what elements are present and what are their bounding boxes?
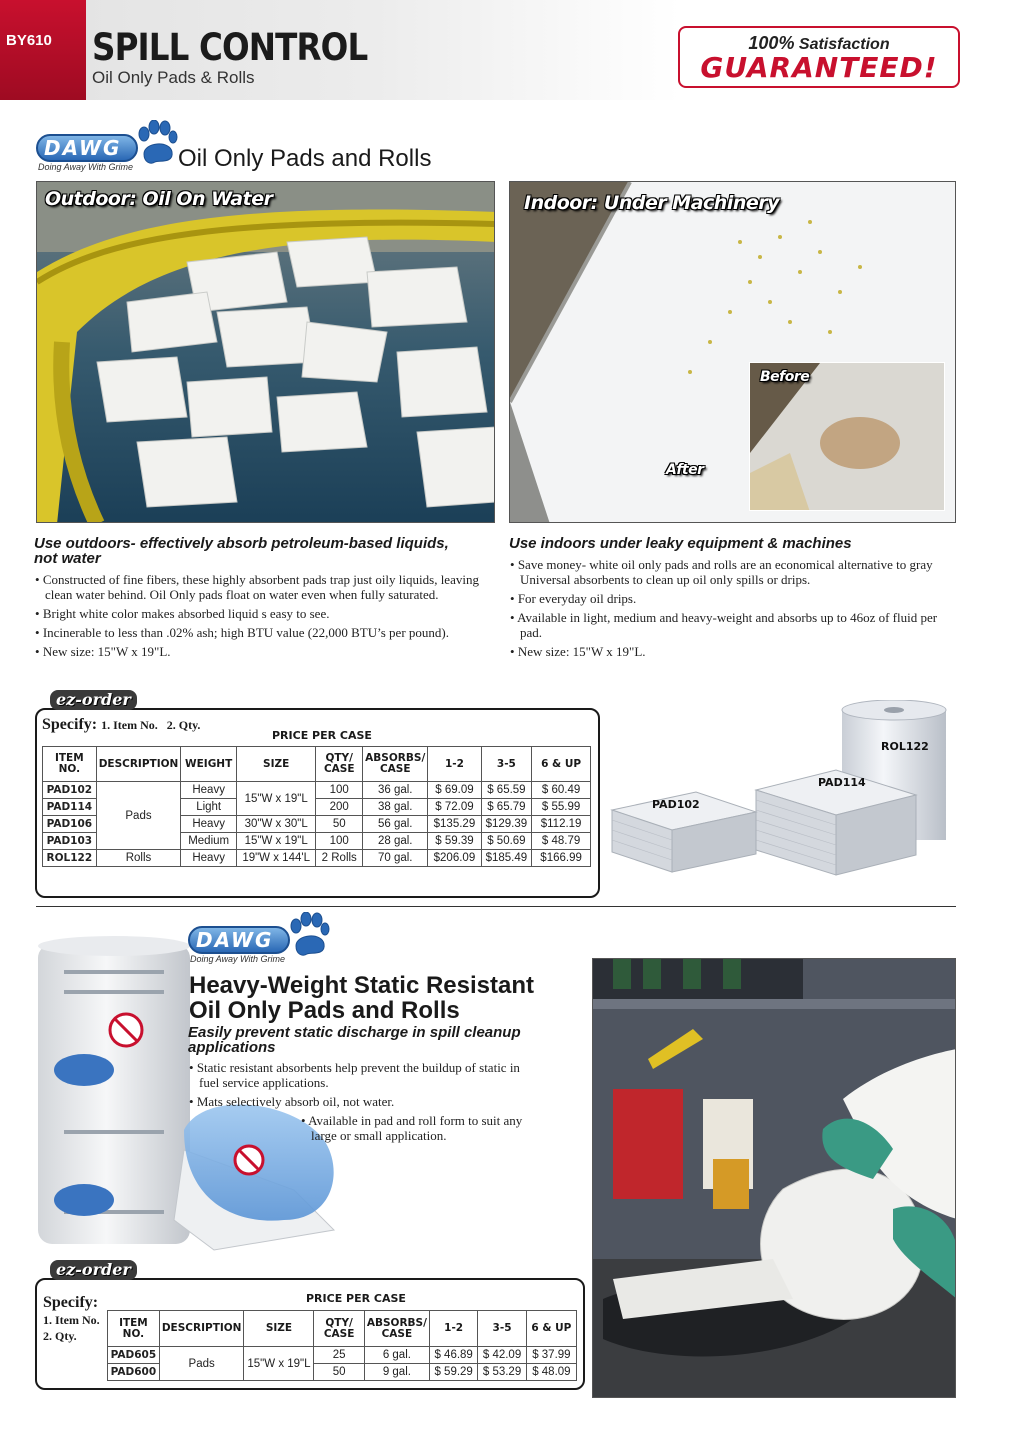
cell-price: $ 72.09 xyxy=(428,799,481,816)
cell-size: 30"W x 30"L xyxy=(236,816,315,833)
ez-order-badge-1: ez-order xyxy=(50,690,137,710)
cell-price: $ 42.09 xyxy=(478,1347,526,1364)
cell-price: $ 65.79 xyxy=(481,799,532,816)
th-item-no: ITEM NO. xyxy=(43,747,97,782)
cell-qty: 200 xyxy=(316,799,363,816)
dawg-logo-text: DAWG xyxy=(44,136,122,160)
th-size: SIZE xyxy=(236,747,315,782)
specify-label-2: Specify: xyxy=(43,1294,99,1311)
cell-price: $ 69.09 xyxy=(428,782,481,799)
cell-size: 15"W x 19"L xyxy=(236,782,315,816)
cell-price: $ 50.69 xyxy=(481,833,532,850)
guarantee-text: GUARANTEED! xyxy=(700,51,938,84)
section2-subhead: Easily prevent static discharge in spill cleanup applications xyxy=(188,1024,521,1056)
th-description: DESCRIPTION xyxy=(159,1311,244,1347)
photo-indoor xyxy=(509,181,956,523)
cell-size: 15"W x 19"L xyxy=(236,833,315,850)
cell-price: $112.19 xyxy=(532,816,591,833)
indoor-bullet: • For everyday oil drips. xyxy=(508,591,960,606)
outdoor-bullet: • Incinerable to less than .02% ash; high BTU value (22,000 BTU’s per pound). xyxy=(33,625,479,640)
cell-item: PAD600 xyxy=(108,1364,160,1381)
specify-steps-1: 1. Item No. 2. Qty. xyxy=(101,718,201,732)
section1-title: Oil Only Pads and Rolls xyxy=(178,145,432,172)
dawg-logo xyxy=(36,120,186,176)
indoor-bullet: • Available in light, medium and heavy-weight and absorbs up to 46oz of fluid per pad. xyxy=(508,610,960,640)
label-pad114: PAD114 xyxy=(818,776,866,789)
pads-rolls-image xyxy=(606,700,966,890)
cell-weight: Medium xyxy=(181,833,237,850)
outdoor-bullets xyxy=(33,572,479,663)
cell-weight: Light xyxy=(181,799,237,816)
cell-item: PAD114 xyxy=(43,799,97,816)
cell-price: $166.99 xyxy=(532,850,591,867)
table-row xyxy=(43,782,591,799)
cell-item: PAD605 xyxy=(108,1347,160,1364)
cell-price: $185.49 xyxy=(481,850,532,867)
label-rol122: ROL122 xyxy=(881,740,929,753)
price-table-2 xyxy=(107,1310,577,1381)
cell-price: $206.09 xyxy=(428,850,481,867)
section2-bullet: • Available in pad and roll form to suit any large or small application. xyxy=(299,1113,537,1143)
page-subtitle: Oil Only Pads & Rolls xyxy=(92,68,255,87)
th-qty-case: QTY/ CASE xyxy=(314,1311,364,1347)
th-price-1-2: 1-2 xyxy=(429,1311,477,1347)
photo-after-label: After xyxy=(666,462,704,478)
price-table-1 xyxy=(42,746,591,867)
photo-before-label: Before xyxy=(760,369,810,385)
cell-absorbs: 38 gal. xyxy=(363,799,428,816)
dawg-logo-text: DAWG xyxy=(196,928,274,952)
cell-description: Rolls xyxy=(96,850,181,867)
cell-item: ROL122 xyxy=(43,850,97,867)
section2-bullet: • Mats selectively absorb oil, not water. xyxy=(187,1094,537,1109)
cell-price: $ 53.29 xyxy=(478,1364,526,1381)
price-per-case-2: PRICE PER CASE xyxy=(306,1292,406,1305)
th-price-3-5: 3-5 xyxy=(478,1311,526,1347)
cell-price: $ 65.59 xyxy=(481,782,532,799)
th-price-1-2: 1-2 xyxy=(428,747,481,782)
cell-price: $ 48.79 xyxy=(532,833,591,850)
indoor-bullet: • Save money- white oil only pads and rolls are an economical alternative to gray Universal absorbents to clean up oil only spills or drips. xyxy=(508,557,960,587)
cell-absorbs: 36 gal. xyxy=(363,782,428,799)
cell-qty: 100 xyxy=(316,833,363,850)
cell-qty: 50 xyxy=(316,816,363,833)
before-inset-image xyxy=(750,363,945,511)
specify-2 xyxy=(43,1294,100,1344)
th-item-no: ITEM NO. xyxy=(108,1311,160,1347)
section2-title-line2: Oil Only Pads and Rolls xyxy=(189,997,460,1024)
specify-step-2: 2. Qty. xyxy=(43,1329,77,1343)
cell-price: $ 48.09 xyxy=(526,1364,576,1381)
guarantee-percent: 100% xyxy=(748,33,795,53)
section2-title xyxy=(189,973,589,1023)
dawg-logo-tagline: Doing Away With Grime xyxy=(190,954,285,964)
cell-absorbs: 28 gal. xyxy=(363,833,428,850)
cell-qty: 25 xyxy=(314,1347,364,1364)
cell-qty: 50 xyxy=(314,1364,364,1381)
table-row xyxy=(43,850,591,867)
page-title: SPILL CONTROL xyxy=(92,26,368,69)
photo-before-inset xyxy=(749,362,945,511)
indoor-bullet: • New size: 15"W x 19"L. xyxy=(508,644,960,659)
outdoor-bullet: • Constructed of fine fibers, these highly absorbent pads trap just oily liquids, leaving clean water behind. Oil Only pads float on water even when fully saturated. xyxy=(33,572,479,602)
indoor-subhead: Use indoors under leaky equipment & machines xyxy=(509,535,852,552)
guarantee-badge xyxy=(678,26,960,88)
th-qty-case: QTY/ CASE xyxy=(316,747,363,782)
cell-price: $129.39 xyxy=(481,816,532,833)
cell-item: PAD106 xyxy=(43,816,97,833)
photo-indoor-label: Indoor: Under Machinery xyxy=(524,192,780,214)
outdoor-photo-image xyxy=(37,182,495,523)
cell-absorbs: 6 gal. xyxy=(364,1347,429,1364)
cell-price: $ 59.29 xyxy=(429,1364,477,1381)
cell-price: $ 46.89 xyxy=(429,1347,477,1364)
cell-item: PAD102 xyxy=(43,782,97,799)
paw-icon xyxy=(288,912,330,958)
cell-weight: Heavy xyxy=(181,850,237,867)
th-price-6-up: 6 & UP xyxy=(532,747,591,782)
specify-step-1: 1. Item No. xyxy=(43,1313,100,1327)
table-row xyxy=(108,1347,577,1364)
dawg-logo-2 xyxy=(188,912,338,968)
cell-size: 15"W x 19"L xyxy=(244,1347,314,1381)
dawg-logo-tagline: Doing Away With Grime xyxy=(38,162,133,172)
worker-photo-image xyxy=(593,959,956,1398)
section-divider xyxy=(36,906,956,907)
cell-absorbs: 70 gal. xyxy=(363,850,428,867)
specify-label-1: Specify: xyxy=(42,716,98,733)
product-illustration xyxy=(606,700,966,890)
price-per-case-1: PRICE PER CASE xyxy=(272,729,372,742)
guarantee-satisfaction: Satisfaction xyxy=(798,36,890,53)
ez-order-badge-2: ez-order xyxy=(50,1260,137,1280)
cell-weight: Heavy xyxy=(181,782,237,799)
cell-price: $135.29 xyxy=(428,816,481,833)
cell-size: 19"W x 144'L xyxy=(236,850,315,867)
page-code: BY610 xyxy=(0,0,86,100)
cell-qty: 2 Rolls xyxy=(316,850,363,867)
cell-item: PAD103 xyxy=(43,833,97,850)
section2-bullet: • Static resistant absorbents help prevent the buildup of static in fuel service applications. xyxy=(187,1060,537,1090)
outdoor-bullet: • Bright white color makes absorbed liquid s easy to see. xyxy=(33,606,479,621)
section2-title-line1: Heavy-Weight Static Resistant xyxy=(189,972,534,999)
cell-description: Pads xyxy=(159,1347,244,1381)
cell-price: $ 59.39 xyxy=(428,833,481,850)
th-absorbs-case: ABSORBS/ CASE xyxy=(363,747,428,782)
cell-description: Pads xyxy=(96,782,181,850)
paw-icon xyxy=(136,120,178,166)
cell-price: $ 55.99 xyxy=(532,799,591,816)
th-size: SIZE xyxy=(244,1311,314,1347)
cell-absorbs: 56 gal. xyxy=(363,816,428,833)
indoor-bullets xyxy=(508,557,960,663)
photo-worker xyxy=(592,958,956,1398)
th-price-6-up: 6 & UP xyxy=(526,1311,576,1347)
specify-1 xyxy=(42,716,200,734)
cell-qty: 100 xyxy=(316,782,363,799)
label-pad102: PAD102 xyxy=(652,798,700,811)
cell-weight: Heavy xyxy=(181,816,237,833)
outdoor-bullet: • New size: 15"W x 19"L. xyxy=(33,644,479,659)
cell-price: $ 60.49 xyxy=(532,782,591,799)
photo-outdoor xyxy=(36,181,495,523)
th-absorbs-case: ABSORBS/ CASE xyxy=(364,1311,429,1347)
photo-outdoor-label: Outdoor: Oil On Water xyxy=(45,188,273,210)
cell-price: $ 37.99 xyxy=(526,1347,576,1364)
section2-bullets xyxy=(187,1060,537,1147)
cell-absorbs: 9 gal. xyxy=(364,1364,429,1381)
th-weight: WEIGHT xyxy=(181,747,237,782)
outdoor-subhead: Use outdoors- effectively absorb petroleum-based liquids, not water xyxy=(34,535,449,567)
th-description: DESCRIPTION xyxy=(96,747,181,782)
th-price-3-5: 3-5 xyxy=(481,747,532,782)
